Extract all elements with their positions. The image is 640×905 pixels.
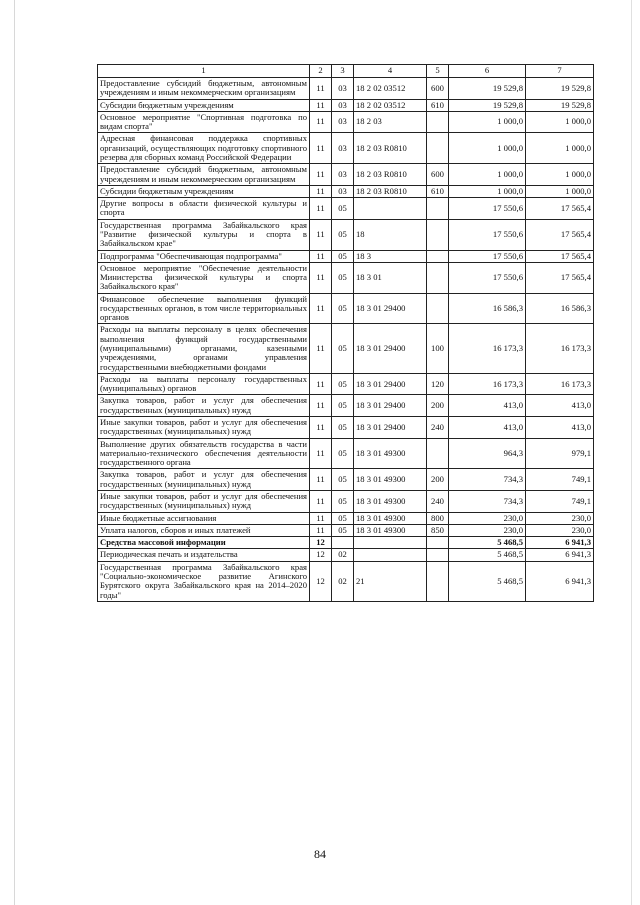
row-amount-1: 1 000,0	[449, 185, 526, 197]
table-row	[98, 561, 594, 601]
header-col-6: 6	[449, 65, 526, 78]
row-subsection: 03	[332, 164, 354, 186]
row-target-article: 18 2 03 R0810	[354, 133, 427, 164]
row-subsection: 05	[332, 262, 354, 293]
table-row	[98, 78, 594, 100]
row-name: Основное мероприятие "Обеспечение деятельности Министерства физической культуры и спорта Забайкальского края"	[98, 262, 310, 293]
row-amount-2: 16 586,3	[526, 293, 594, 324]
row-subsection: 03	[332, 185, 354, 197]
row-subsection: 05	[332, 219, 354, 250]
row-target-article: 18 3 01 49300	[354, 524, 427, 536]
row-expense-type: 600	[427, 78, 449, 100]
table-row	[98, 512, 594, 524]
row-amount-1: 413,0	[449, 395, 526, 417]
row-amount-1: 16 173,3	[449, 373, 526, 395]
row-amount-1: 734,3	[449, 490, 526, 512]
table-row	[98, 373, 594, 395]
row-target-article: 18 2 03	[354, 111, 427, 133]
row-section: 11	[310, 293, 332, 324]
row-target-article: 18 3 01 29400	[354, 324, 427, 373]
row-subsection: 05	[332, 293, 354, 324]
row-name: Государственная программа Забайкальского края "Социально-экономическое развитие Агинского Бурятского округа Забайкальского края на 2014–2020 годы"	[98, 561, 310, 601]
row-name: Основное мероприятие "Спортивная подготовка по видам спорта"	[98, 111, 310, 133]
row-target-article: 18 3 01 29400	[354, 395, 427, 417]
header-col-1: 1	[98, 65, 310, 78]
row-target-article: 18	[354, 219, 427, 250]
row-amount-2: 413,0	[526, 417, 594, 439]
row-section: 11	[310, 164, 332, 186]
row-subsection: 05	[332, 250, 354, 262]
row-subsection: 05	[332, 395, 354, 417]
row-subsection: 05	[332, 524, 354, 536]
row-amount-2: 749,1	[526, 469, 594, 491]
row-name: Государственная программа Забайкальского края "Развитие физической культуры и спорта в Забайкальском крае"	[98, 219, 310, 250]
row-target-article	[354, 537, 427, 549]
table-row	[98, 490, 594, 512]
row-amount-1: 5 468,5	[449, 549, 526, 561]
row-target-article: 18 2 03 R0810	[354, 185, 427, 197]
row-amount-1: 5 468,5	[449, 537, 526, 549]
row-section: 11	[310, 324, 332, 373]
header-col-3: 3	[332, 65, 354, 78]
row-expense-type	[427, 561, 449, 601]
row-target-article: 18 3 01 29400	[354, 373, 427, 395]
row-expense-type: 100	[427, 324, 449, 373]
row-amount-2: 230,0	[526, 512, 594, 524]
table-row	[98, 133, 594, 164]
row-amount-1: 19 529,8	[449, 78, 526, 100]
row-expense-type: 240	[427, 417, 449, 439]
row-section: 11	[310, 469, 332, 491]
table-row	[98, 469, 594, 491]
table-row	[98, 524, 594, 536]
row-amount-1: 17 550,6	[449, 262, 526, 293]
row-amount-2: 1 000,0	[526, 133, 594, 164]
table-row	[98, 250, 594, 262]
row-section: 12	[310, 537, 332, 549]
row-subsection	[332, 537, 354, 549]
row-amount-1: 1 000,0	[449, 111, 526, 133]
row-section: 11	[310, 490, 332, 512]
row-expense-type	[427, 219, 449, 250]
row-subsection: 02	[332, 549, 354, 561]
row-subsection: 05	[332, 469, 354, 491]
row-target-article	[354, 549, 427, 561]
row-subsection: 03	[332, 78, 354, 100]
row-amount-1: 19 529,8	[449, 99, 526, 111]
row-name: Расходы на выплаты персоналу в целях обеспечения выполнения функций государственными (муниципальными) органами, казенными учреждениями, органами управления государственными внебюджетными фондами	[98, 324, 310, 373]
row-section: 11	[310, 111, 332, 133]
row-expense-type	[427, 537, 449, 549]
row-subsection: 05	[332, 490, 354, 512]
table-row	[98, 293, 594, 324]
table-row	[98, 111, 594, 133]
row-name: Выполнение других обязательств государства в части материально-технического обеспечения деятельности государственного органа	[98, 438, 310, 469]
table-row	[98, 219, 594, 250]
table-row	[98, 198, 594, 220]
table-row	[98, 164, 594, 186]
row-amount-2: 17 565,4	[526, 198, 594, 220]
row-expense-type: 850	[427, 524, 449, 536]
row-amount-1: 230,0	[449, 524, 526, 536]
row-target-article: 18 3 01	[354, 262, 427, 293]
header-row	[98, 65, 594, 78]
scan-edge-right	[631, 0, 632, 905]
scan-edge-left	[14, 0, 15, 905]
row-amount-1: 734,3	[449, 469, 526, 491]
row-target-article: 18 2 02 03512	[354, 99, 427, 111]
row-target-article: 18 2 03 R0810	[354, 164, 427, 186]
row-expense-type	[427, 133, 449, 164]
row-expense-type: 120	[427, 373, 449, 395]
row-amount-2: 6 941,3	[526, 561, 594, 601]
row-amount-1: 17 550,6	[449, 219, 526, 250]
row-subsection: 03	[332, 111, 354, 133]
table-row	[98, 324, 594, 373]
row-expense-type	[427, 293, 449, 324]
row-name: Закупка товаров, работ и услуг для обеспечения государственных (муниципальных) нужд	[98, 469, 310, 491]
row-target-article: 18 3 01 49300	[354, 469, 427, 491]
row-expense-type	[427, 250, 449, 262]
table-row	[98, 549, 594, 561]
table-row	[98, 417, 594, 439]
row-name: Периодическая печать и издательства	[98, 549, 310, 561]
row-name: Закупка товаров, работ и услуг для обеспечения государственных (муниципальных) нужд	[98, 395, 310, 417]
row-amount-2: 17 565,4	[526, 250, 594, 262]
row-name: Другие вопросы в области физической культуры и спорта	[98, 198, 310, 220]
row-amount-2: 17 565,4	[526, 262, 594, 293]
row-section: 11	[310, 395, 332, 417]
row-section: 11	[310, 133, 332, 164]
row-target-article: 18 3	[354, 250, 427, 262]
row-amount-2: 1 000,0	[526, 111, 594, 133]
row-expense-type: 200	[427, 395, 449, 417]
row-amount-2: 979,1	[526, 438, 594, 469]
header-col-7: 7	[526, 65, 594, 78]
row-expense-type	[427, 262, 449, 293]
header-col-2: 2	[310, 65, 332, 78]
row-name: Средства массовой информации	[98, 537, 310, 549]
row-expense-type	[427, 198, 449, 220]
row-section: 11	[310, 438, 332, 469]
row-subsection: 05	[332, 198, 354, 220]
row-expense-type: 610	[427, 185, 449, 197]
row-section: 11	[310, 512, 332, 524]
row-target-article	[354, 198, 427, 220]
row-amount-1: 413,0	[449, 417, 526, 439]
row-section: 11	[310, 262, 332, 293]
row-subsection: 05	[332, 512, 354, 524]
row-section: 11	[310, 198, 332, 220]
row-name: Иные закупки товаров, работ и услуг для обеспечения государственных (муниципальных) нужд	[98, 417, 310, 439]
row-target-article: 18 2 02 03512	[354, 78, 427, 100]
row-amount-1: 17 550,6	[449, 250, 526, 262]
row-target-article: 18 3 01 49300	[354, 512, 427, 524]
table-row	[98, 99, 594, 111]
row-target-article: 18 3 01 49300	[354, 490, 427, 512]
row-amount-1: 964,3	[449, 438, 526, 469]
table-row	[98, 438, 594, 469]
row-section: 11	[310, 524, 332, 536]
row-amount-2: 19 529,8	[526, 99, 594, 111]
budget-table-body	[98, 65, 594, 602]
row-subsection: 05	[332, 417, 354, 439]
row-name: Подпрограмма "Обеспечивающая подпрограмма"	[98, 250, 310, 262]
row-name: Адресная финансовая поддержка спортивных организаций, осуществляющих подготовку спортивного резерва для сборных команд Российской Федерации	[98, 133, 310, 164]
row-amount-1: 5 468,5	[449, 561, 526, 601]
row-amount-1: 1 000,0	[449, 133, 526, 164]
page-number: 84	[314, 847, 326, 861]
table-row	[98, 185, 594, 197]
row-amount-1: 16 173,3	[449, 324, 526, 373]
row-amount-2: 6 941,3	[526, 537, 594, 549]
row-expense-type	[427, 438, 449, 469]
row-expense-type	[427, 111, 449, 133]
table-row	[98, 395, 594, 417]
row-expense-type: 600	[427, 164, 449, 186]
row-target-article: 18 3 01 29400	[354, 293, 427, 324]
header-col-5: 5	[427, 65, 449, 78]
header-col-4: 4	[354, 65, 427, 78]
row-amount-2: 749,1	[526, 490, 594, 512]
row-target-article: 18 3 01 29400	[354, 417, 427, 439]
row-name: Расходы на выплаты персоналу государственных (муниципальных) органов	[98, 373, 310, 395]
row-subsection: 03	[332, 133, 354, 164]
row-amount-2: 6 941,3	[526, 549, 594, 561]
row-expense-type: 240	[427, 490, 449, 512]
row-name: Финансовое обеспечение выполнения функций государственных органов, в том числе территориальных органов	[98, 293, 310, 324]
row-expense-type: 200	[427, 469, 449, 491]
row-amount-1: 1 000,0	[449, 164, 526, 186]
row-subsection: 05	[332, 324, 354, 373]
row-amount-2: 16 173,3	[526, 373, 594, 395]
row-subsection: 02	[332, 561, 354, 601]
row-name: Иные бюджетные ассигнования	[98, 512, 310, 524]
row-section: 11	[310, 250, 332, 262]
row-expense-type: 610	[427, 99, 449, 111]
row-expense-type	[427, 549, 449, 561]
row-section: 11	[310, 417, 332, 439]
row-name: Субсидии бюджетным учреждениям	[98, 99, 310, 111]
row-section: 11	[310, 219, 332, 250]
row-amount-2: 17 565,4	[526, 219, 594, 250]
row-name: Предоставление субсидий бюджетным, автономным учреждениям и иным некоммерческим организациям	[98, 164, 310, 186]
row-amount-2: 413,0	[526, 395, 594, 417]
row-name: Предоставление субсидий бюджетным, автономным учреждениям и иным некоммерческим организациям	[98, 78, 310, 100]
table-row	[98, 537, 594, 549]
row-amount-1: 17 550,6	[449, 198, 526, 220]
row-amount-2: 16 173,3	[526, 324, 594, 373]
budget-table	[97, 64, 594, 602]
row-amount-2: 230,0	[526, 524, 594, 536]
row-expense-type: 800	[427, 512, 449, 524]
row-section: 11	[310, 99, 332, 111]
row-name: Иные закупки товаров, работ и услуг для обеспечения государственных (муниципальных) нужд	[98, 490, 310, 512]
row-section: 11	[310, 78, 332, 100]
row-target-article: 18 3 01 49300	[354, 438, 427, 469]
row-subsection: 03	[332, 99, 354, 111]
row-amount-1: 16 586,3	[449, 293, 526, 324]
row-section: 12	[310, 549, 332, 561]
row-amount-2: 1 000,0	[526, 164, 594, 186]
row-name: Уплата налогов, сборов и иных платежей	[98, 524, 310, 536]
row-amount-1: 230,0	[449, 512, 526, 524]
row-amount-2: 19 529,8	[526, 78, 594, 100]
row-subsection: 05	[332, 373, 354, 395]
table-row	[98, 262, 594, 293]
row-amount-2: 1 000,0	[526, 185, 594, 197]
row-section: 12	[310, 561, 332, 601]
row-section: 11	[310, 185, 332, 197]
row-name: Субсидии бюджетным учреждениям	[98, 185, 310, 197]
row-subsection: 05	[332, 438, 354, 469]
row-target-article: 21	[354, 561, 427, 601]
row-section: 11	[310, 373, 332, 395]
